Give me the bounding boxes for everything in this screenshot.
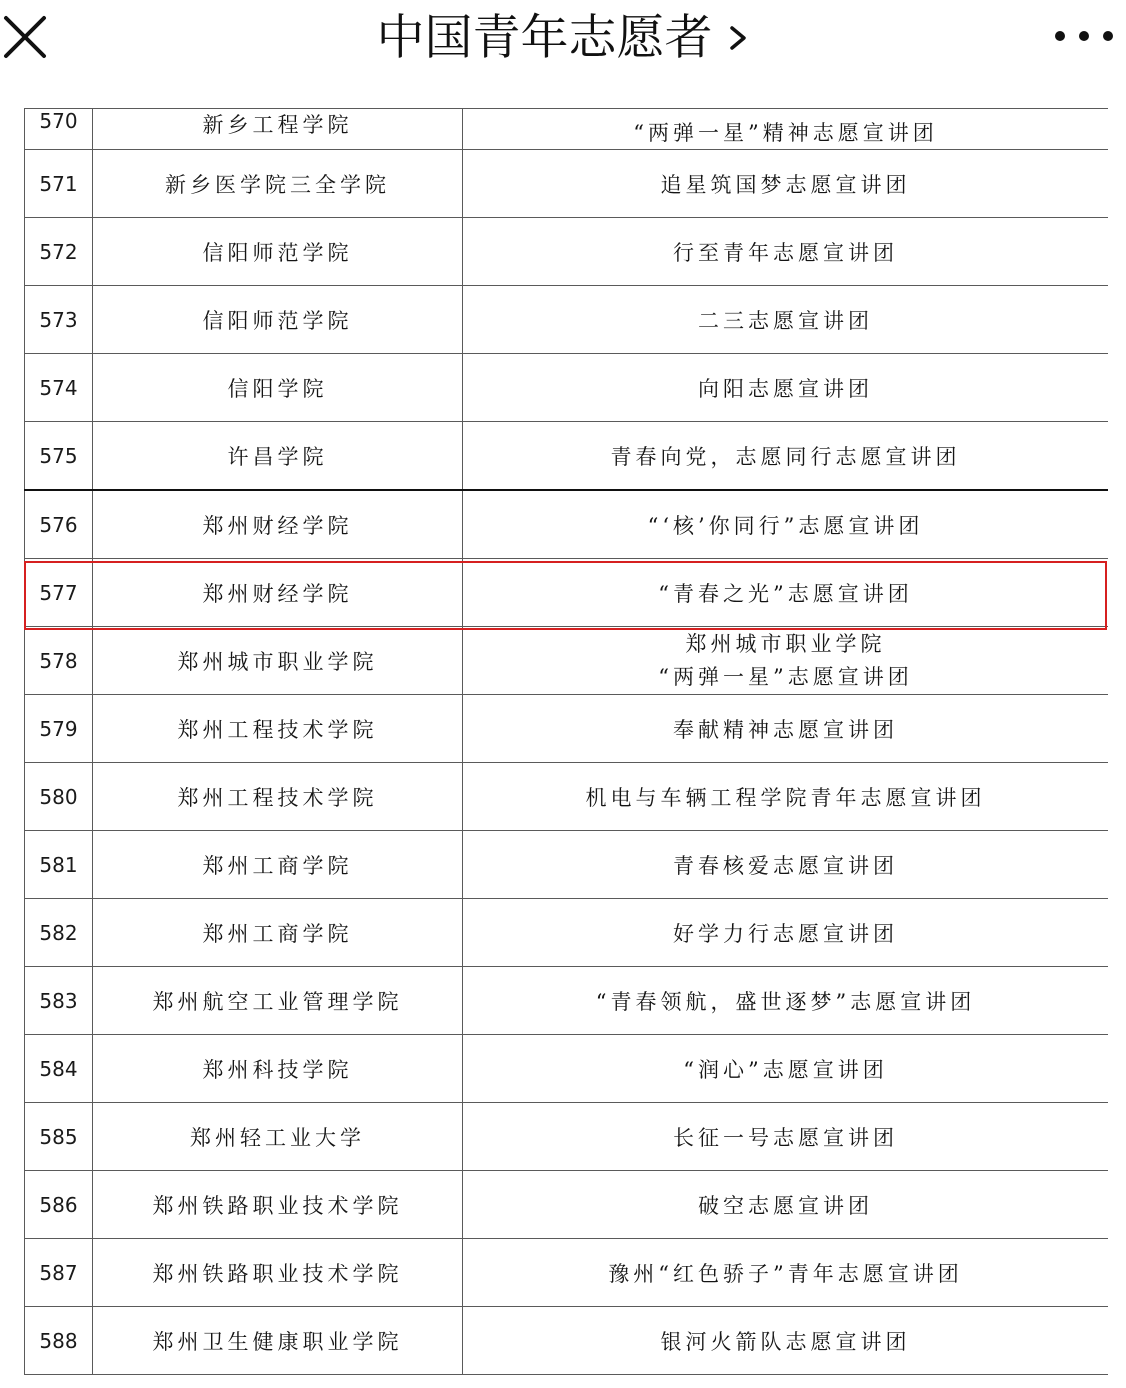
table-row <box>25 831 1109 899</box>
table-row <box>25 354 1109 422</box>
school-name: 郑州铁路职业技术学院 <box>93 1239 463 1307</box>
school-name: 信阳师范学院 <box>93 218 463 286</box>
table-row <box>25 286 1109 354</box>
team-name: “‘核’你同行”志愿宣讲团 <box>463 490 1109 559</box>
school-name: 许昌学院 <box>93 422 463 491</box>
table-row <box>25 490 1109 559</box>
school-name: 郑州城市职业学院 <box>93 627 463 695</box>
chevron-right-icon <box>728 18 750 58</box>
team-name: 青春核爱志愿宣讲团 <box>463 831 1109 899</box>
account-title-link[interactable] <box>0 6 1126 68</box>
team-name: 好学力行志愿宣讲团 <box>463 899 1109 967</box>
team-name: 向阳志愿宣讲团 <box>463 354 1109 422</box>
school-name: 郑州轻工业大学 <box>93 1103 463 1171</box>
team-name: 追星筑国梦志愿宣讲团 <box>463 150 1109 218</box>
school-name: 信阳学院 <box>93 354 463 422</box>
team-name: “青春之光”志愿宣讲团 <box>463 559 1109 627</box>
school-name: 郑州财经学院 <box>93 559 463 627</box>
row-number: 576 <box>25 490 93 559</box>
school-name: 信阳师范学院 <box>93 286 463 354</box>
row-number: 581 <box>25 831 93 899</box>
more-options-button[interactable] <box>1052 20 1116 52</box>
school-name: 郑州航空工业管理学院 <box>93 967 463 1035</box>
row-number: 580 <box>25 763 93 831</box>
table-row <box>25 1035 1109 1103</box>
table-row <box>25 695 1109 763</box>
page-title: 中国青年志愿者 <box>376 9 713 66</box>
row-number: 570 <box>25 109 93 150</box>
table-row <box>25 967 1109 1035</box>
school-name: 郑州卫生健康职业学院 <box>93 1307 463 1375</box>
school-name: 郑州工商学院 <box>93 831 463 899</box>
row-number: 587 <box>25 1239 93 1307</box>
table-row <box>25 1307 1109 1375</box>
team-name: 青春向党，志愿同行志愿宣讲团 <box>463 422 1109 491</box>
team-name: 奉献精神志愿宣讲团 <box>463 695 1109 763</box>
team-name: “润心”志愿宣讲团 <box>463 1035 1109 1103</box>
team-name: 银河火箭队志愿宣讲团 <box>463 1307 1109 1375</box>
school-name: 郑州财经学院 <box>93 490 463 559</box>
team-name-line-2: “两弹一星”志愿宣讲团 <box>658 664 913 689</box>
team-name: 二三志愿宣讲团 <box>463 286 1109 354</box>
team-name-line-1: 郑州城市职业学院 <box>685 631 886 656</box>
school-name: 新乡工程学院 <box>93 109 463 150</box>
row-number: 586 <box>25 1171 93 1239</box>
row-number: 585 <box>25 1103 93 1171</box>
row-number: 574 <box>25 354 93 422</box>
team-name: 破空志愿宣讲团 <box>463 1171 1109 1239</box>
school-name: 郑州科技学院 <box>93 1035 463 1103</box>
school-name: 郑州工程技术学院 <box>93 763 463 831</box>
top-navigation-bar <box>0 0 1126 108</box>
row-number: 588 <box>25 1307 93 1375</box>
school-name: 郑州铁路职业技术学院 <box>93 1171 463 1239</box>
team-name: 豫州“红色骄子”青年志愿宣讲团 <box>463 1239 1109 1307</box>
table-row <box>25 1171 1109 1239</box>
team-name: 行至青年志愿宣讲团 <box>463 218 1109 286</box>
row-number: 575 <box>25 422 93 491</box>
table-row <box>25 627 1109 695</box>
table-row <box>25 899 1109 967</box>
team-name: 机电与车辆工程学院青年志愿宣讲团 <box>463 763 1109 831</box>
table-row <box>25 109 1109 150</box>
row-number: 577 <box>25 559 93 627</box>
table-row <box>25 763 1109 831</box>
table-row-highlighted <box>25 559 1109 627</box>
row-number: 582 <box>25 899 93 967</box>
row-number: 579 <box>25 695 93 763</box>
team-name: 长征一号志愿宣讲团 <box>463 1103 1109 1171</box>
team-name: “青春领航，盛世逐梦”志愿宣讲团 <box>463 967 1109 1035</box>
volunteer-team-table <box>24 108 1108 1375</box>
row-number: 578 <box>25 627 93 695</box>
table-row <box>25 422 1109 491</box>
school-name: 郑州工程技术学院 <box>93 695 463 763</box>
table-row <box>25 218 1109 286</box>
document-table-image <box>24 108 1108 1388</box>
table-row <box>25 150 1109 218</box>
table-row <box>25 1103 1109 1171</box>
row-number: 573 <box>25 286 93 354</box>
more-dots-icon <box>1052 20 1116 52</box>
row-number: 571 <box>25 150 93 218</box>
table-row <box>25 1239 1109 1307</box>
row-number: 584 <box>25 1035 93 1103</box>
school-name: 新乡医学院三全学院 <box>93 150 463 218</box>
school-name: 郑州工商学院 <box>93 899 463 967</box>
team-name: “两弹一星”精神志愿宣讲团 <box>463 109 1109 150</box>
row-number: 572 <box>25 218 93 286</box>
team-name <box>463 627 1109 695</box>
row-number: 583 <box>25 967 93 1035</box>
